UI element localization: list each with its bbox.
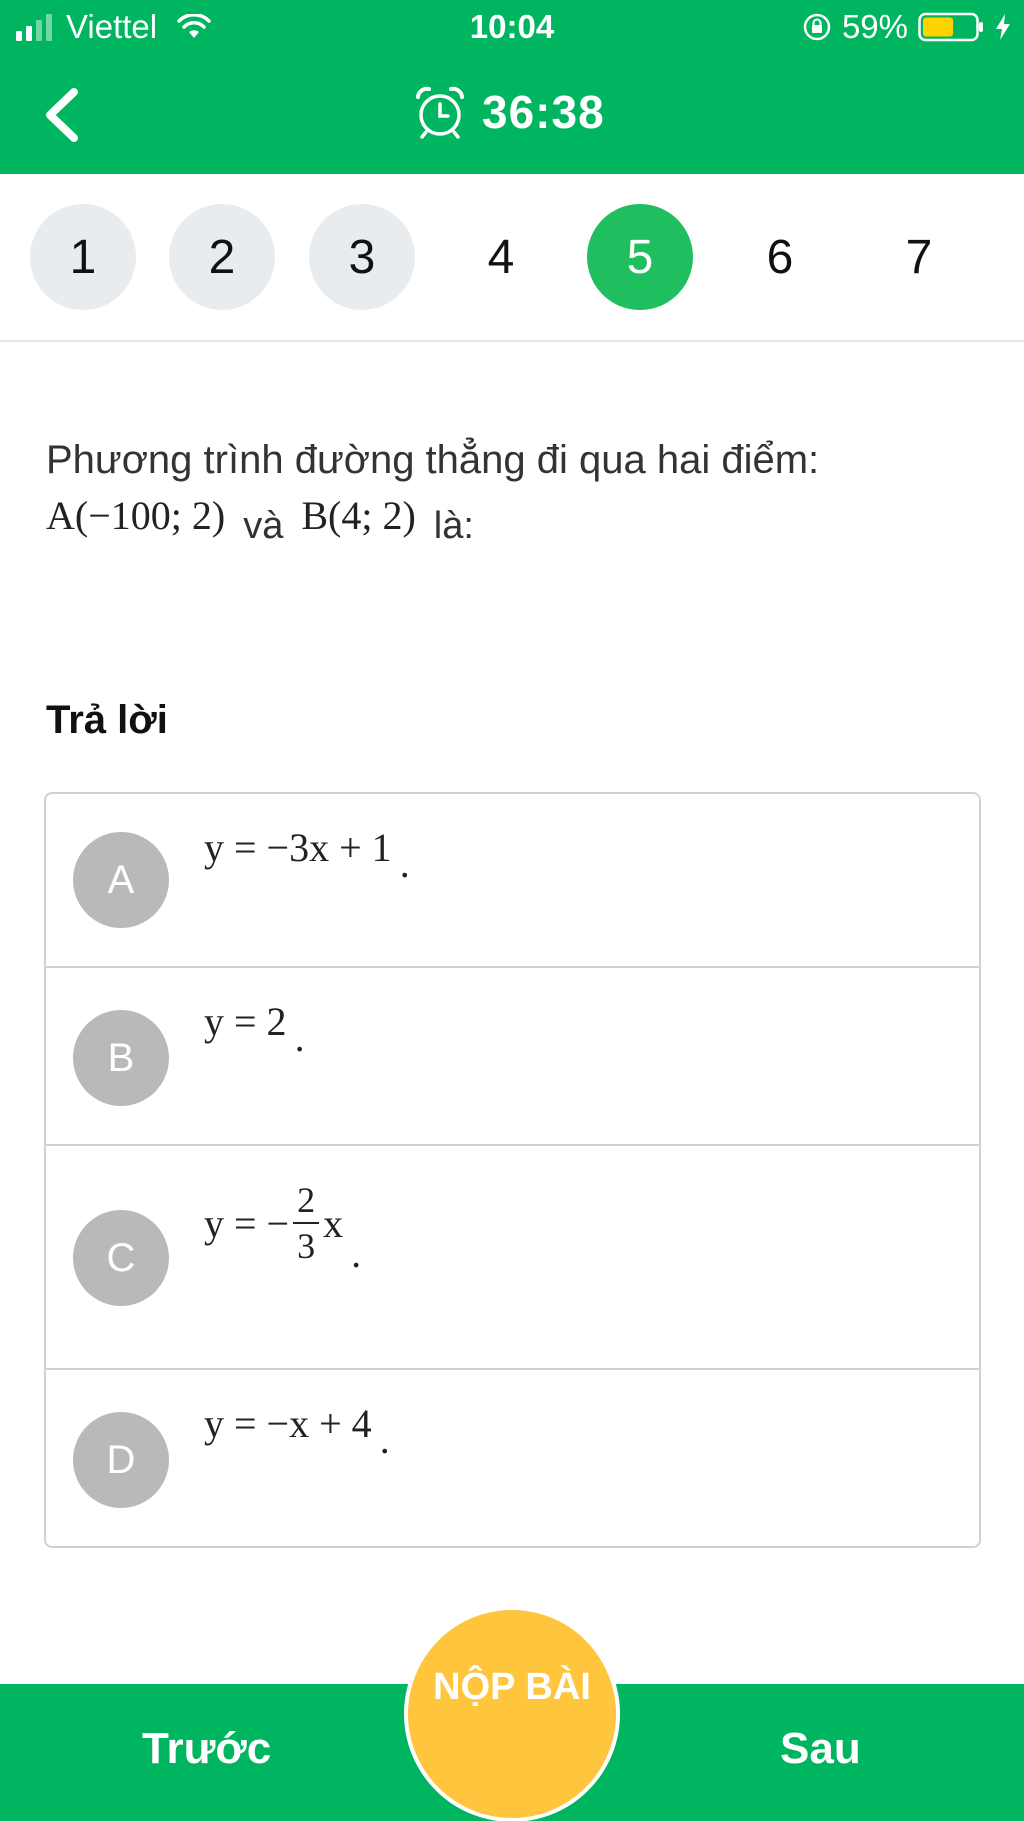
fraction-bar <box>293 1222 319 1224</box>
previous-button[interactable]: Trước <box>142 1724 272 1773</box>
option-formula-suffix: x <box>323 1200 344 1246</box>
option-letter-badge: D <box>73 1412 169 1508</box>
option-letter-badge: C <box>73 1210 169 1306</box>
option-formula: y = −x + 4 <box>204 1401 372 1446</box>
question-number-nav <box>0 174 1024 342</box>
answer-options <box>44 792 981 1548</box>
next-button[interactable]: Sau <box>780 1724 861 1773</box>
option-period: . <box>294 1015 305 1060</box>
point-a: A(−100; 2) <box>46 493 226 538</box>
option-c[interactable] <box>46 1146 979 1370</box>
app-header <box>0 0 1024 174</box>
battery-percent: 59% <box>841 8 908 45</box>
option-formula-prefix: y = − <box>204 1200 290 1246</box>
option-formula: y = −3x + 1 <box>204 825 392 870</box>
question-number-7[interactable]: 7 <box>905 230 933 284</box>
question-number-2[interactable]: 2 <box>169 204 275 310</box>
question-number-3[interactable]: 3 <box>309 204 415 310</box>
option-period: . <box>399 841 410 886</box>
option-a[interactable] <box>46 794 979 968</box>
question-ending: là: <box>433 505 474 548</box>
option-formula: y = 2 <box>204 999 287 1044</box>
back-chevron-icon[interactable] <box>40 86 84 144</box>
point-b: B(4; 2) <box>301 493 416 538</box>
option-expression <box>204 824 410 886</box>
question-line-1: Phương trình đường thẳng đi qua hai điểm: <box>46 438 820 482</box>
option-d[interactable] <box>46 1370 979 1548</box>
question-number-1[interactable]: 1 <box>30 204 136 310</box>
timer-text: 36:38 <box>482 86 605 138</box>
submit-button[interactable]: NỘP BÀI <box>404 1606 620 1821</box>
rotation-lock-icon <box>802 12 832 42</box>
alarm-clock-icon <box>412 84 468 140</box>
fraction <box>293 1182 319 1264</box>
option-expression <box>204 998 305 1060</box>
option-b[interactable] <box>46 968 979 1146</box>
answer-title: Trả lời <box>46 698 168 742</box>
battery-icon <box>918 12 984 42</box>
question-number-4[interactable]: 4 <box>487 230 515 284</box>
exam-timer <box>412 84 605 140</box>
charging-bolt-icon <box>994 13 1012 41</box>
option-expression <box>204 1180 362 1276</box>
status-bar <box>0 0 1024 56</box>
status-time: 10:04 <box>469 8 555 45</box>
option-expression <box>204 1400 390 1462</box>
option-period: . <box>379 1417 390 1462</box>
question-number-5[interactable]: 5 <box>587 204 693 310</box>
carrier-name: Viettel <box>66 8 158 45</box>
option-letter-badge: A <box>73 832 169 928</box>
fraction-denominator: 3 <box>297 1226 316 1266</box>
question-line-2 <box>46 492 996 548</box>
fraction-numerator: 2 <box>297 1180 316 1220</box>
status-right <box>802 8 1012 46</box>
option-letter-badge: B <box>73 1010 169 1106</box>
option-period: . <box>351 1230 362 1276</box>
question-number-6[interactable]: 6 <box>766 230 794 284</box>
question-joiner: và <box>243 505 284 548</box>
question-text <box>46 436 996 548</box>
